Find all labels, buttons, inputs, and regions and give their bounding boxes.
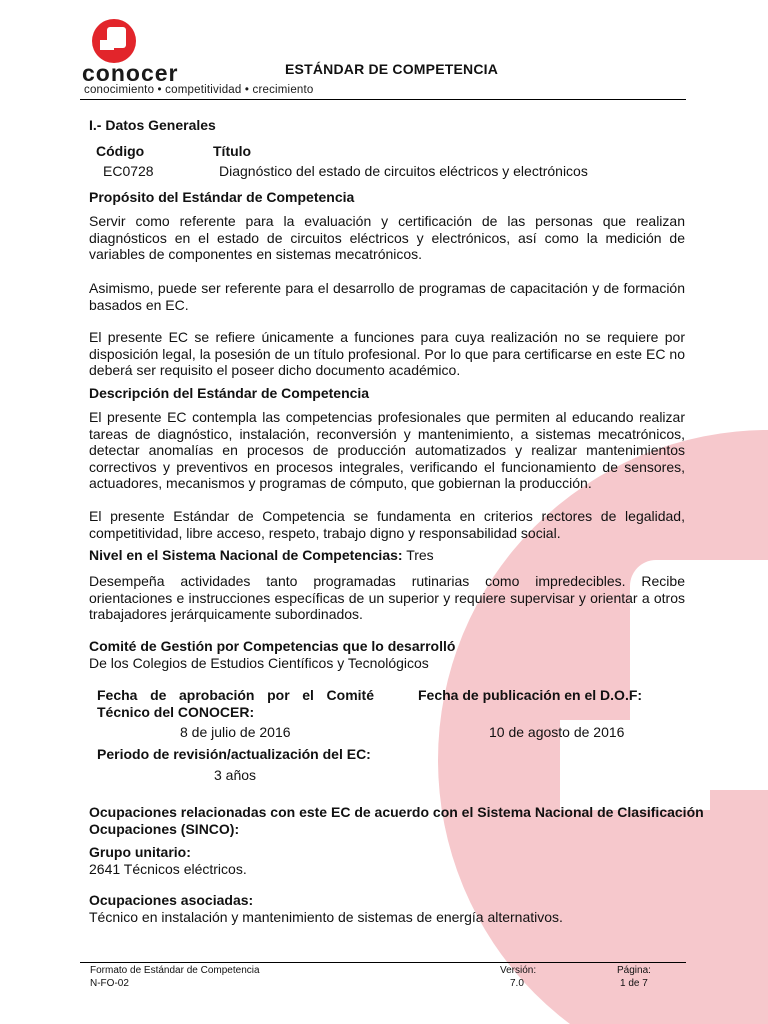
comite-value: De los Colegios de Estudios Científicos y Tecnológicos [89, 655, 429, 671]
fecha-aprobacion-value: 8 de julio de 2016 [180, 724, 291, 740]
footer-version-label: Versión: [500, 965, 537, 976]
ocupaciones-heading-line1: Ocupaciones relacionadas con este EC de acuerdo con el Sistema Nacional de Clasificación [89, 804, 704, 820]
logo-wordmark: conocer [82, 60, 179, 86]
footer-formato: Formato de Estándar de Competencia [90, 965, 260, 976]
document-title: ESTÁNDAR DE COMPETENCIA [285, 61, 499, 77]
proposito-paragraph-1: Servir como referente para la evaluación y certificación de las personas que realizan diagnósticos en el estado de circuitos eléctricos y electrónicos, así como la medición de variables de componentes en sistemas mecatrónicos. [89, 213, 685, 262]
footer-pagina-value: 1 de 7 [620, 978, 648, 989]
descripcion-paragraph-1: El presente EC contempla las competencias profesionales que permiten al educando realizar tareas de diagnóstico, instalación, reconversión y mantenimiento, a sistemas mecatrónicos, detectar anomalías en procesos de producción automatizados y realizar mantenimientos correctivos y preventivos en procesos integrales, verificando el funcionamiento de sensores, actuadores, mecanismos y programas de cómputo, que gobiernan la producción. [89, 409, 685, 491]
periodo-label: Periodo de revisión/actualización del EC: [97, 746, 371, 762]
fecha-aprobacion-label: Fecha de aprobación por el Comité Técnico del CONOCER: [97, 687, 374, 720]
nivel-value: Tres [406, 547, 434, 563]
titulo-label: Título [213, 143, 252, 159]
footer-divider [80, 962, 686, 963]
logo-tagline: conocimiento • competitividad • crecimiento [84, 84, 314, 96]
descripcion-paragraph-2: El presente Estándar de Competencia se fundamenta en criterios rectores de legalidad, competitividad, libre acceso, respeto, trabajo digno y responsabilidad social. [89, 508, 685, 541]
nivel-line [89, 547, 434, 564]
codigo-label: Código [96, 143, 145, 159]
fecha-publicacion-value: 10 de agosto de 2016 [489, 724, 625, 740]
conocer-logo-icon [88, 18, 140, 64]
nivel-paragraph: Desempeña actividades tanto programadas rutinarias como impredecibles. Recibe orientaciones e instrucciones específicas de un superior y requiere supervisar y orientar a otros trabajadores jerárquicamente subordinados. [89, 573, 685, 622]
grupo-unitario-label: Grupo unitario: [89, 844, 191, 860]
datos-generales-heading: I.- Datos Generales [89, 117, 216, 133]
footer-version-value: 7.0 [510, 978, 524, 989]
ocupaciones-asociadas-value: Técnico en instalación y mantenimiento de sistemas de energía alternativos. [89, 909, 563, 925]
codigo-value: EC0728 [103, 163, 154, 179]
header-divider [80, 99, 686, 100]
periodo-value: 3 años [214, 767, 257, 783]
titulo-value: Diagnóstico del estado de circuitos eléctricos y electrónicos [219, 163, 588, 179]
comite-heading: Comité de Gestión por Competencias que lo desarrolló [89, 638, 456, 654]
footer-codigo: N-FO-02 [90, 978, 129, 989]
conocer-logo [82, 18, 352, 100]
proposito-paragraph-2: Asimismo, puede ser referente para el desarrollo de programas de capacitación y de formación basados en EC. [89, 280, 685, 313]
ocupaciones-heading-line2: Ocupaciones (SINCO): [89, 821, 240, 837]
fecha-publicacion-label: Fecha de publicación en el D.O.F: [418, 687, 643, 703]
descripcion-heading: Descripción del Estándar de Competencia [89, 385, 370, 401]
proposito-paragraph-3: El presente EC se refiere únicamente a funciones para cuya realización no se requiere por disposición legal, la posesión de un título profesional. Por lo que para certificarse en este EC no deberá ser requisito el poseer dicho documento académico. [89, 329, 685, 378]
ocupaciones-asociadas-label: Ocupaciones asociadas: [89, 892, 254, 908]
proposito-heading: Propósito del Estándar de Competencia [89, 189, 355, 205]
nivel-label: Nivel en el Sistema Nacional de Competencias: [89, 547, 403, 563]
footer-pagina-label: Página: [617, 965, 651, 976]
grupo-unitario-value: 2641 Técnicos eléctricos. [89, 861, 247, 877]
